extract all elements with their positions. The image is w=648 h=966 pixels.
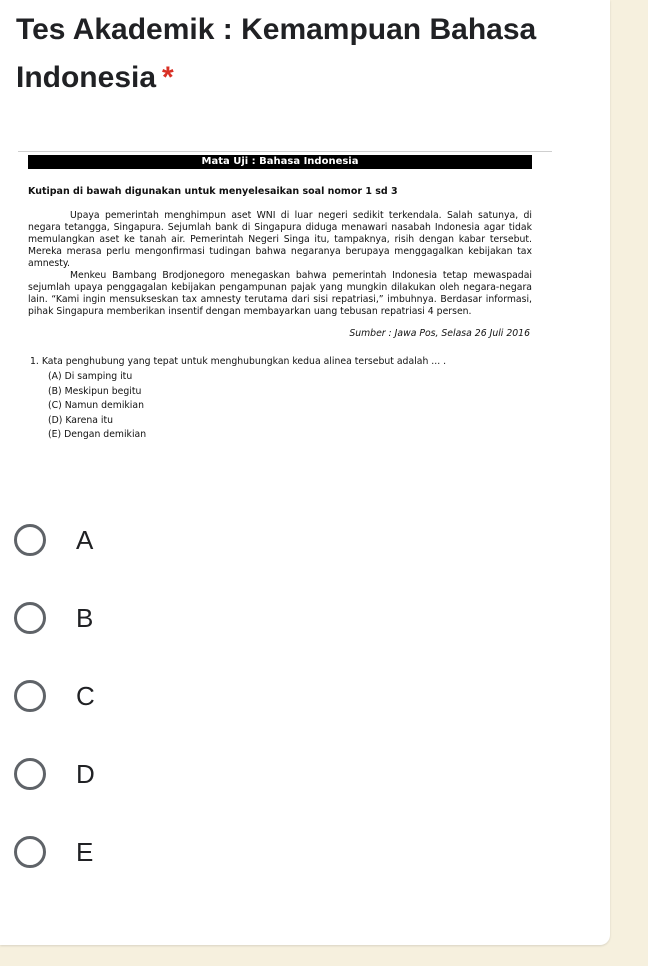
option-a-text: (A) Di samping itu — [48, 371, 133, 382]
choice-c-label: C — [76, 680, 95, 711]
answer-choices — [14, 520, 95, 910]
option-b-text: (B) Meskipun begitu — [48, 385, 142, 397]
passage-paragraph-2: Menkeu Bambang Brodjonegoro menegaskan bahwa pemerintah Indonesia tetap mewaspadai sejumlah upaya penggagalan kebijakan pengampunan pajak yang mungkin dilakukan oleh negara-negara lain. “Kami ingin mensukseskan tax amnesty terutama dari sisi repatriasi,” imbuhnya. Berdasar informasi, pihak Singapura memberikan insentif dengan membayarkan uang tebusan repatriasi 4 persen. — [28, 270, 532, 317]
choice-b-label: B — [76, 602, 94, 633]
choice-a[interactable] — [14, 520, 95, 560]
source-citation: Sumber : Jawa Pos, Selasa 26 Juli 2016 — [349, 328, 530, 339]
required-asterisk: * — [162, 61, 174, 94]
question-text: 1. Kata penghubung yang tepat untuk menghubungkan kedua alinea tersebut adalah ... . — [30, 356, 447, 367]
instruction-text: Kutipan di bawah digunakan untuk menyelesaikan soal nomor 1 sd 3 — [28, 186, 398, 197]
choice-d[interactable] — [14, 754, 95, 794]
radio-d[interactable] — [14, 758, 46, 790]
subject-banner: Mata Uji : Bahasa Indonesia — [28, 155, 532, 169]
radio-c[interactable] — [14, 680, 46, 712]
choice-e[interactable] — [14, 832, 95, 872]
divider — [18, 151, 552, 152]
option-list — [48, 370, 532, 443]
option-e-text: (E) Dengan demikian — [48, 429, 147, 440]
choice-b[interactable] — [14, 598, 95, 638]
choice-e-label: E — [76, 836, 94, 867]
choice-d-label: D — [76, 758, 95, 789]
radio-a[interactable] — [14, 524, 46, 556]
option-c-text: (C) Namun demikian — [48, 400, 144, 411]
option-d-text: (D) Karena itu — [48, 414, 114, 426]
radio-b[interactable] — [14, 602, 46, 634]
question-image — [28, 153, 532, 443]
question-title — [16, 6, 586, 102]
choice-c[interactable] — [14, 676, 95, 716]
radio-e[interactable] — [14, 836, 46, 868]
passage-paragraph-1: Upaya pemerintah menghimpun aset WNI di luar negeri sedikit terkendala. Salah satunya, di negara tetangga, Singapura. Sejumlah bank di Singapura diduga menawari nasabah Indonesia agar tidak memulangkan aset ke tanah air. Pemerintah Negeri Singa itu, tampaknya, risih dengan kabar tersebut. Mereka merasa perlu mengonfirmasi tudingan bahwa negaranya berupaya menggagalkan kebijakan tax amnesty. — [28, 210, 532, 269]
question-title-text: Tes Akademik : Kemampuan Bahasa Indonesia — [16, 13, 537, 94]
choice-a-label: A — [76, 524, 94, 555]
